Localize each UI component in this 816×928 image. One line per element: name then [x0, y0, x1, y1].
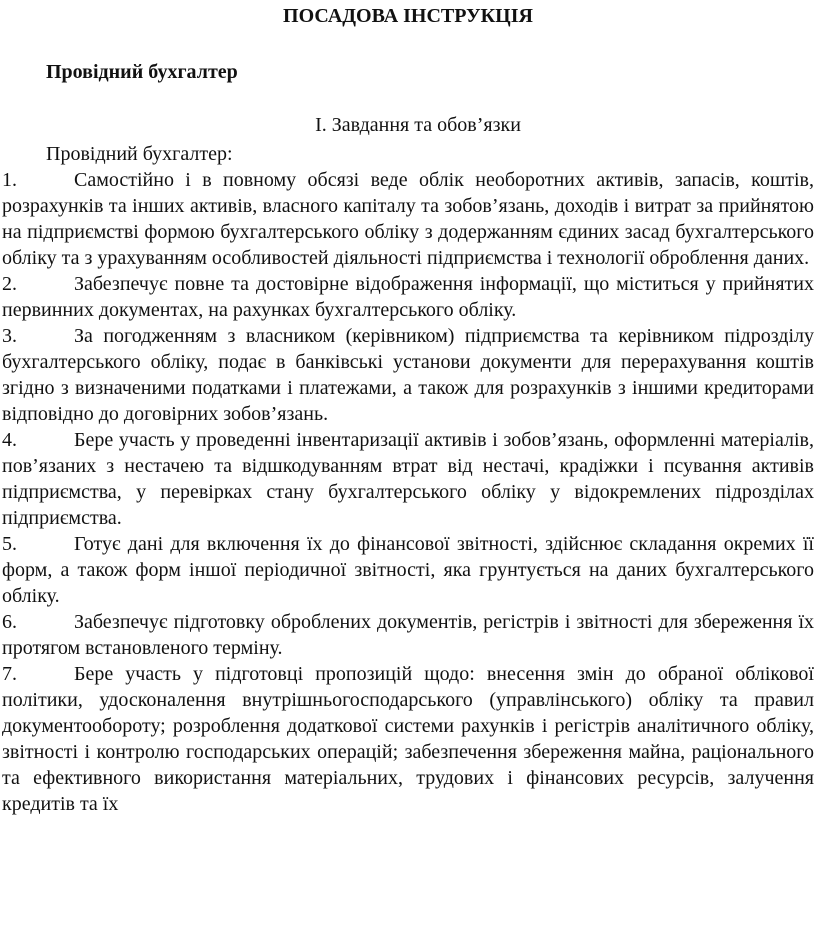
duties-list: [2, 167, 814, 817]
intro-line: Провідний бухгалтер:: [46, 143, 233, 165]
duty-text: Готує дані для включення їх до фінансової звітності, здійснює складання окремих її форм, а також форм іншої періодичної звітності, яка грунтується на даних бухгалтерського обліку.: [2, 533, 814, 607]
duty-item: [2, 609, 814, 661]
duty-number: 4.: [2, 429, 17, 451]
duty-text: Бере участь у проведенні інвентаризації активів і зобов’язань, оформленні матеріалів, пов’язаних з нестачею та відшкодуванням втрат від нестачі, крадіжки і псування активів підприємства, у перевірках стану бухгалтерського обліку у відокремлених підрозділах підприємства.: [2, 429, 814, 529]
duty-text: Забезпечує підготовку оброблених документів, регістрів і звітності для збереження їх протягом встановленого терміну.: [2, 611, 814, 659]
duty-number: 1.: [2, 169, 17, 191]
duty-text: За погодженням з власником (керівником) підприємства та керівником підрозділу бухгалтерського обліку, подає в банківські установи документи для перерахування коштів згідно з визначеними податками і платежами, а також для розрахунків з іншими кредиторами відповідно до договірних зобов’язань.: [2, 325, 814, 425]
duty-number: 2.: [2, 273, 17, 295]
duty-item: [2, 271, 814, 323]
duty-text: Забезпечує повне та достовірне відображення інформації, що міститься у прийнятих первинних документах, на рахунках бухгалтерського обліку.: [2, 273, 814, 321]
position-title: Провідний бухгалтер: [46, 61, 238, 83]
section-heading: I. Завдання та обов’язки: [315, 114, 521, 136]
duty-item: [2, 661, 814, 817]
duty-text: Самостійно і в повному обсязі веде облік необоротних активів, запасів, коштів, розрахунків та інших активів, власного капіталу та зобов’язань, доходів і витрат за прийнятою на підприємстві формою бухгалтерського обліку з додержанням єдиних засад бухгалтерського обліку та з урахуванням особливостей діяльності підприємства і технології оброблення даних.: [2, 169, 814, 269]
duty-item: [2, 323, 814, 427]
duty-item: [2, 167, 814, 271]
document-title: ПОСАДОВА ІНСТРУКЦІЯ: [283, 5, 533, 27]
duty-number: 6.: [2, 611, 17, 633]
duty-number: 7.: [2, 663, 17, 685]
duty-number: 5.: [2, 533, 17, 555]
duty-item: [2, 531, 814, 609]
duty-text: Бере участь у підготовці пропозицій щодо: внесення змін до обраної облікової політики, удосконалення внутрішньогосподарського (управлінського) обліку та правил документообороту; розроблення додаткової системи рахунків і регістрів аналітичного обліку, звітності і контролю господарських операцій; забезпечення збереження майна, раціонального та ефективного використання матеріальних, трудових і фінансових ресурсів, залучення кредитів та їх: [2, 663, 814, 815]
duty-number: 3.: [2, 325, 17, 347]
duty-item: [2, 427, 814, 531]
